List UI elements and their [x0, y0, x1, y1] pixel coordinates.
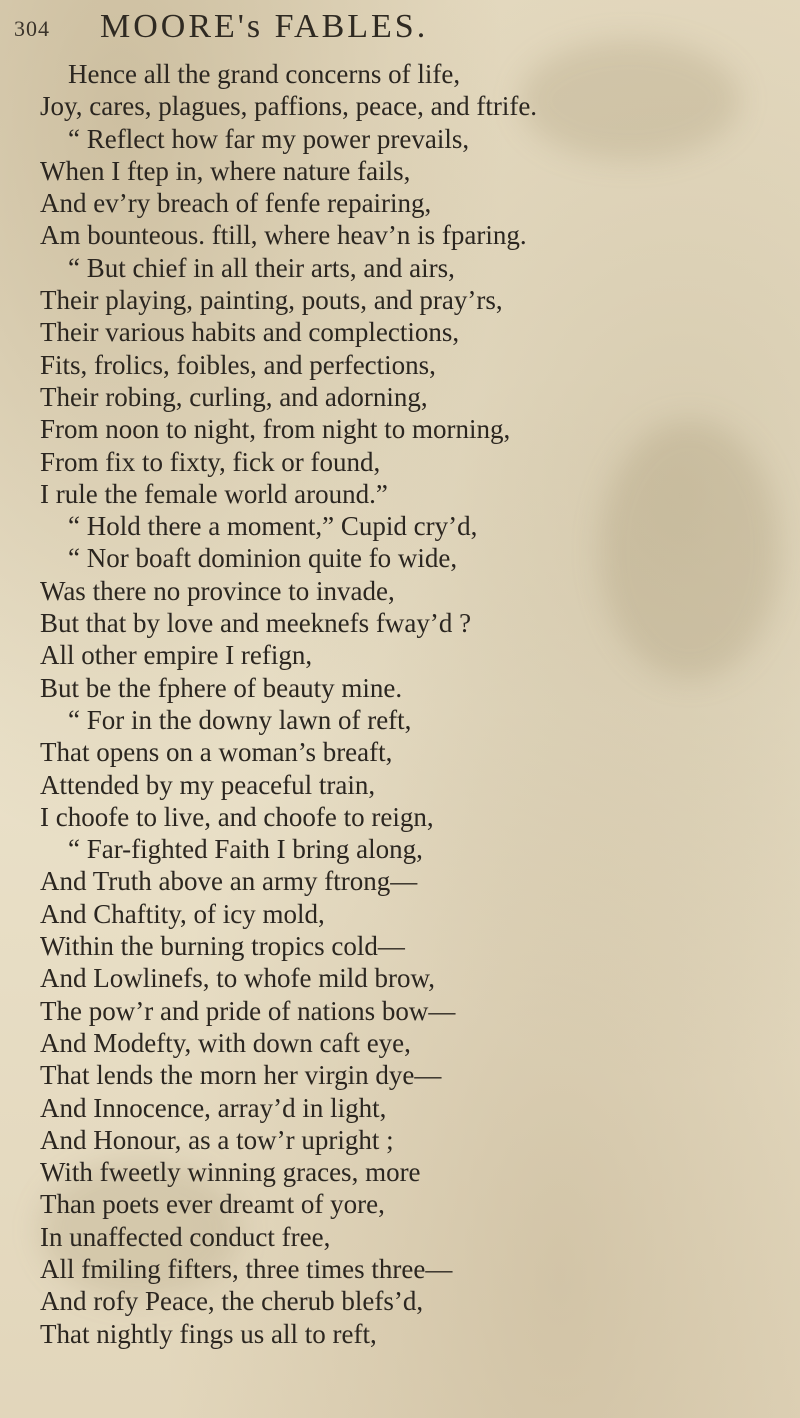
poem-line: From noon to night, from night to morning,: [40, 414, 511, 445]
poem-line: Than poets ever dreamt of yore,: [40, 1189, 385, 1220]
poem-line: “ But chief in all their arts, and airs,: [68, 252, 455, 283]
poem-line: And Modefty, with down caft eye,: [40, 1027, 411, 1058]
poem-line: That opens on a woman’s breaft,: [40, 737, 393, 768]
poem-text-block: [40, 58, 780, 1350]
poem-line: “ Hold there a moment,” Cupid cry’d,: [68, 511, 478, 542]
poem-line: That lends the morn her virgin dye—: [40, 1060, 442, 1091]
poem-line: “ Reflect how far my power prevails,: [68, 123, 470, 154]
poem-line: Hence all the grand concerns of life,: [68, 59, 461, 89]
poem-line: In unaffected conduct free,: [40, 1221, 331, 1252]
poem-line: And ev’ry breach of fenfe repairing,: [40, 188, 432, 219]
poem-line: From fix to fixty, fick or found,: [40, 446, 381, 477]
poem-line: I rule the female world around.”: [40, 478, 388, 509]
page-number: 304: [14, 16, 50, 41]
poem-line: When I ftep in, where nature fails,: [40, 155, 411, 186]
poem-line: Joy, cares, plagues, paffions, peace, and ftrife.: [40, 91, 538, 122]
poem-line: I choofe to live, and choofe to reign,: [40, 801, 434, 832]
poem-line: That nightly fings us all to reft,: [40, 1318, 377, 1349]
poem-line: Fits, frolics, foibles, and perfections,: [40, 349, 436, 380]
poem-line: Am bounteous. ftill, where heav’n is fparing.: [40, 220, 527, 251]
poem-line: Was there no province to invade,: [40, 575, 395, 606]
poem-line: And Truth above an army ftrong—: [40, 866, 418, 897]
poem-line: Attended by my peaceful train,: [40, 769, 376, 800]
poem-line: And Lowlinefs, to whofe mild brow,: [40, 963, 435, 994]
poem-line: But that by love and meeknefs fway’d ?: [40, 608, 472, 639]
poem-line: All other empire I refign,: [40, 640, 313, 671]
poem-line: “ Far-fighted Faith I bring along,: [68, 834, 423, 865]
poem-line: “ Nor boaft dominion quite fo wide,: [68, 543, 458, 574]
poem-line: With fweetly winning graces, more: [40, 1157, 421, 1188]
poem-line: And Honour, as a tow’r upright ;: [40, 1124, 394, 1155]
poem-line: But be the fphere of beauty mine.: [40, 672, 403, 703]
poem-line: Their robing, curling, and adorning,: [40, 381, 428, 412]
poem-line: Their various habits and complections,: [40, 317, 460, 348]
running-head: MOORE's FABLES.: [100, 8, 429, 45]
poem-line: Within the burning tropics cold—: [40, 931, 405, 962]
poem-line: All fmiling fifters, three times three—: [40, 1253, 453, 1284]
poem-line: And rofy Peace, the cherub blefs’d,: [40, 1286, 424, 1317]
poem-line: Their playing, painting, pouts, and pray’rs,: [40, 285, 503, 316]
poem-line: “ For in the downy lawn of reft,: [68, 704, 412, 735]
poem-line: And Innocence, array’d in light,: [40, 1092, 387, 1123]
page-header: [0, 4, 800, 56]
poem-line: The pow’r and pride of nations bow—: [40, 995, 456, 1026]
poem-line: And Chaftity, of icy mold,: [40, 898, 325, 929]
